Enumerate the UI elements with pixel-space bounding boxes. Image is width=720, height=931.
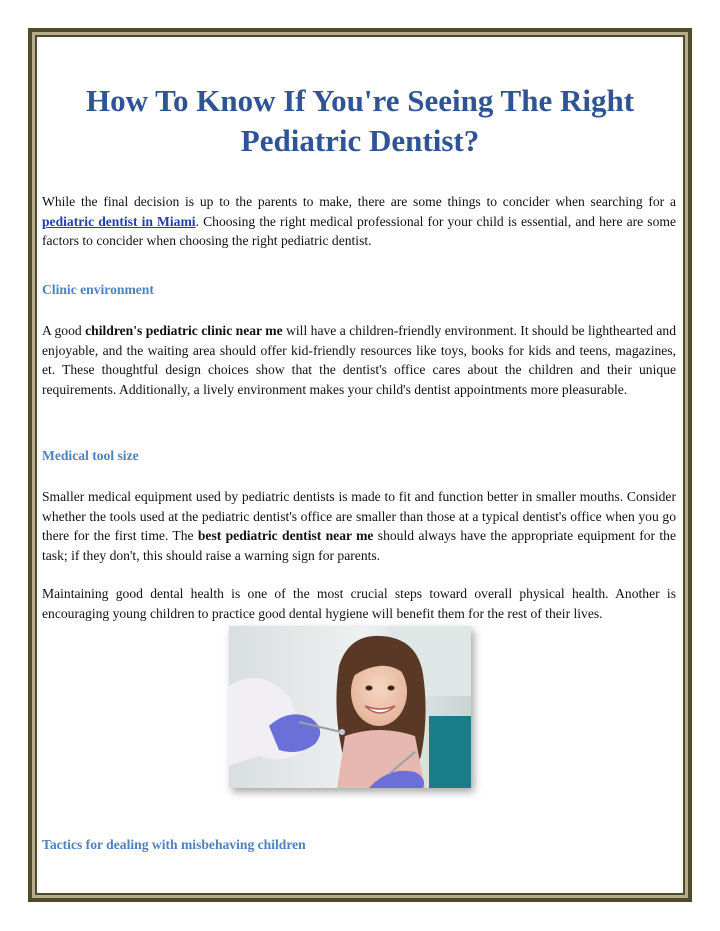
- intro-text-start: While the final decision is up to the parents to make, there are some things to concider when searching for a: [42, 194, 676, 209]
- clinic-environment-paragraph: [42, 321, 676, 400]
- clinic-text-start: A good: [42, 323, 86, 338]
- page-border: [28, 28, 692, 902]
- pediatric-dentist-miami-link[interactable]: pediatric dentist in Miami: [42, 213, 196, 229]
- heading-medical-tool-size: Medical tool size: [42, 448, 139, 463]
- tool-keyword: best pediatric dentist near me: [197, 528, 374, 544]
- title-line-1: How To Know If You're Seeing The Right: [85, 83, 635, 118]
- clinic-text-end: will have a children-friendly environment. It should be lighthearted and enjoyable, and the waiting area should offer kid-friendly resources like toys, books for kids and teens, magazines, et. These thoughtful design choices show that the dentist's office cares about the children and their unique requirements. Additionally, a lively environment makes your child's dentist appointments more pleasurable.: [42, 323, 676, 398]
- clinic-keyword: children's pediatric clinic near me: [85, 323, 283, 338]
- heading-clinic-environment: Clinic environment: [42, 282, 154, 297]
- intro-text-end: . Choosing the right medical professional for your child is essential, and here are some factors to concider when choosing the right pediatric dentist.: [42, 213, 676, 249]
- medical-tool-paragraph: [42, 487, 676, 566]
- page-title: [37, 81, 683, 161]
- dental-health-paragraph: Maintaining good dental health is one of the most crucial steps toward overall physical health. Another is encouraging young children to practice good dental hygiene will benefit them for the rest of their lives.: [42, 586, 676, 621]
- heading-misbehaving-children: Tactics for dealing with misbehaving children: [42, 837, 306, 852]
- tool-text-end: should always have the appropriate equipment for the task; if they don't, this should raise a warning sign for parents.: [42, 528, 676, 564]
- tool-text-start: Smaller medical equipment used by pediatric dentists is made to fit and function better in smaller mouths. Consider whether the tools used at the pediatric dentist's office are smaller than those at a typical dentist's office when you go there for the first time. The: [42, 489, 676, 544]
- title-line-2: Pediatric Dentist?: [240, 123, 480, 158]
- intro-paragraph: [42, 192, 676, 251]
- page-content: [37, 37, 683, 893]
- child-at-dentist-photo: [229, 626, 471, 788]
